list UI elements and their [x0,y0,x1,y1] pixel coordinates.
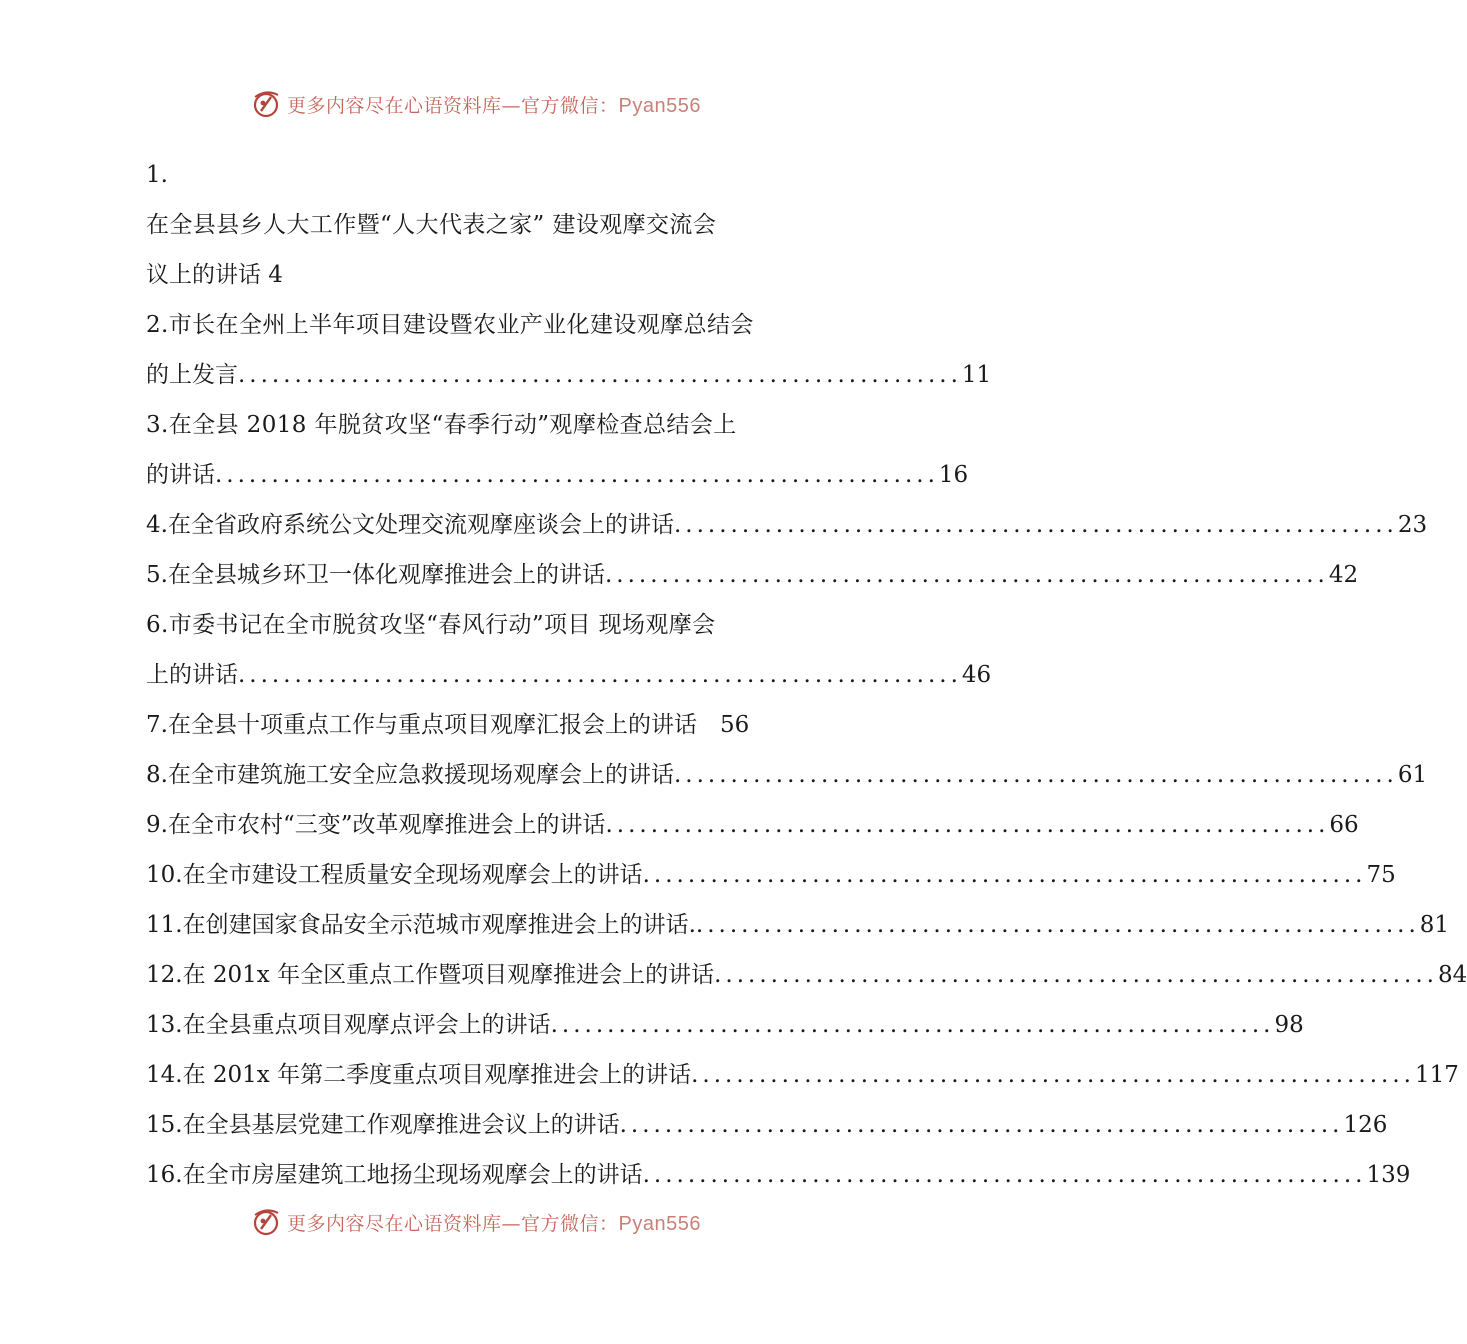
toc-text: 在全县县乡人大工作暨“人大代表之家” 建设观摩交流会 [146,212,717,238]
toc-line [146,450,969,500]
logo-icon [249,1205,283,1239]
toc-text: 议上的讲话 4 [146,262,283,288]
toc-number: 1. [146,162,168,188]
toc-line [146,200,806,250]
toc-leader: ................................................................ [238,362,962,388]
toc-text: 3.在全县 2018 年脱贫攻坚“春季行动”观摩检查总结会上 [146,412,737,438]
toc-page: 66 [1329,812,1359,838]
toc-line [146,1150,1411,1200]
toc-page: 126 [1343,1112,1388,1138]
toc-leader: ................................................................ [642,1162,1367,1188]
toc-line [146,950,1467,1000]
toc-line [146,650,992,700]
toc-text: 12.在 201x 年全区重点工作暨项目观摩推进会上的讲话 [146,962,715,988]
toc-line [146,900,1450,950]
toc-text: 4.在全省政府系统公文处理交流观摩座谈会上的讲话 [146,512,674,538]
toc-leader: ................................................................ [238,662,962,688]
toc-leader: ................................................................ [691,1062,1415,1088]
toc-page: 42 [1328,562,1359,588]
toc-text: 9.在全市农村“三变”改革观摩推进会上的讲话 [146,812,606,838]
banner-text [287,1209,701,1236]
toc-text: 8.在全市建筑施工安全应急救援现场观摩会上的讲话 [146,762,674,788]
banner-label: 更多内容尽在心语资料库—官方微信： [287,1212,619,1235]
logo-icon [249,87,283,121]
toc-line [146,1000,1304,1050]
toc-text: 14.在 201x 年第二季度重点项目观摩推进会上的讲话 [146,1062,692,1088]
toc-leader: ................................................................ [619,1112,1344,1138]
toc-leader: ................................................................ [605,812,1330,838]
toc-page: 16 [938,462,969,488]
toc-line [146,850,1396,900]
toc-leader: ................................................................ [604,562,1329,588]
toc-leader: ................................................................ [550,1012,1275,1038]
toc-page: 98 [1274,1012,1304,1038]
toc-text: 的上发言 [146,362,238,388]
toc-text: 5.在全县城乡环卫一体化观摩推进会上的讲话 [146,562,605,588]
toc-page: 117 [1414,1062,1459,1088]
toc-text: 13.在全县重点项目观摩点评会上的讲话 [146,1012,551,1038]
toc-text: 上的讲话 [146,662,238,688]
toc-page: 84 [1437,962,1467,988]
toc-text: 的讲话 [146,462,215,488]
toc-line [146,600,806,650]
toc-page: 75 [1366,862,1396,888]
toc-page: 46 [961,662,992,688]
toc-text: 15.在全县基层党建工作观摩推进会议上的讲话 [146,1112,620,1138]
toc-line [146,1050,1459,1100]
toc-page: 23 [1397,512,1428,538]
toc-page: 81 [1419,912,1450,938]
toc-text: 2.市长在全州上半年项目建设暨农业产业化建设观摩总结会 [146,312,754,338]
toc-text: 6.市委书记在全市脱贫攻坚“春风行动”项目 现场观摩会 [146,612,716,638]
toc-leader: ................................................................ [215,462,939,488]
footer-banner [0,1202,950,1242]
toc-leader: ................................................................ [695,912,1420,938]
toc-line [146,750,1428,800]
toc-page: 139 [1366,1162,1411,1188]
toc-leader: ................................................................ [673,762,1398,788]
banner-wechat: Pyan556 [618,1212,701,1235]
toc-line [146,550,1359,600]
toc-text: 7.在全县十项重点工作与重点项目观摩汇报会上的讲话 56 [146,712,750,738]
toc-line [146,700,806,750]
toc-leader: ................................................................ [714,962,1438,988]
banner-text [287,91,701,118]
toc-line [146,300,806,350]
toc-line [146,250,806,300]
toc-text: 11.在创建国家食品安全示范城市观摩推进会上的讲话. [146,912,696,938]
toc-leader: ................................................................ [673,512,1398,538]
toc-leader: ................................................................ [642,862,1367,888]
toc-text: 16.在全市房屋建筑工地扬尘现场观摩会上的讲话 [146,1162,643,1188]
banner-wechat: Pyan556 [618,94,701,117]
header-banner [0,84,950,124]
banner-label: 更多内容尽在心语资料库—官方微信： [287,94,619,117]
table-of-contents [146,150,1467,1200]
toc-page: 61 [1397,762,1428,788]
toc-line [146,150,806,200]
toc-line [146,800,1359,850]
toc-line [146,500,1428,550]
toc-text: 10.在全市建设工程质量安全现场观摩会上的讲话 [146,862,643,888]
toc-line [146,400,806,450]
toc-line [146,1100,1388,1150]
toc-line [146,350,992,400]
toc-page: 11 [961,362,992,388]
